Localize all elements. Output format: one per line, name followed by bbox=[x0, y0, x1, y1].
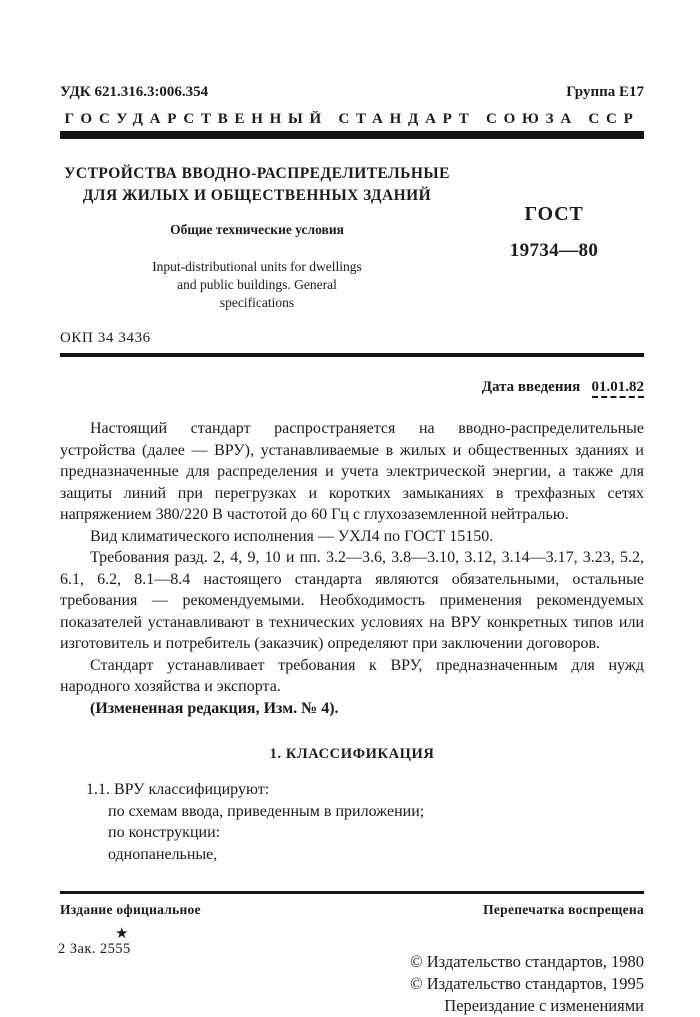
document-title bbox=[60, 163, 454, 207]
header-divider-bar bbox=[60, 131, 644, 139]
copyright-1980-line: © Издательство стандартов, 1980 bbox=[410, 952, 644, 971]
gost-designation bbox=[464, 163, 644, 312]
udk-code: УДК 621.316.3:006.354 bbox=[60, 84, 209, 100]
copyright-block bbox=[60, 951, 644, 1017]
standard-body-text bbox=[60, 418, 644, 719]
clause-1-1-item-schemes: по схемам ввода, приведенным в приложении; bbox=[108, 802, 425, 820]
paragraph-scope: Настоящий стандарт распространяется на вводно-распределительные устройства (далее — ВРУ), устанавливаемые в жилых и общественных зданиях и предназначенные для распределения и учета электрической энергии, а также для защиты линий при перегрузках и коротких замыканиях в трехфазных сетях напряжением 380/220 В частотой до 60 Гц с глухозаземленной нейтралью. bbox=[60, 420, 644, 523]
paragraph-amendment-note: (Измененная редакция, Изм. № 4). bbox=[90, 699, 339, 717]
document-title-english-line2: and public buildings. General bbox=[177, 277, 337, 292]
group-code: Группа Е17 bbox=[566, 84, 644, 100]
document-title-line2: ДЛЯ ЖИЛЫХ И ОБЩЕСТВЕННЫХ ЗДАНИЙ bbox=[82, 187, 432, 204]
title-left-column bbox=[60, 163, 464, 312]
paragraph-climate: Вид климатического исполнения — УХЛ4 по ГОСТ 15150. bbox=[90, 527, 494, 545]
okp-code: ОКП 34 3436 bbox=[60, 330, 151, 346]
udk-group-row bbox=[60, 84, 644, 101]
document-title-english-line3: specifications bbox=[219, 295, 295, 310]
paragraph-purpose: Стандарт устанавливает требования к ВРУ, предназначенным для нужд народного хозяйства и экспорта. bbox=[60, 656, 644, 695]
clause-1-1 bbox=[60, 779, 644, 865]
title-block bbox=[60, 163, 644, 312]
print-order-note: 2 Зак. 2555 bbox=[58, 941, 131, 957]
reprint-prohibited-label: Перепечатка воспрещена bbox=[483, 902, 644, 917]
footer-labels-row bbox=[60, 902, 644, 918]
state-standard-heading: ГОСУДАРСТВЕННЫЙ СТАНДАРТ СОЮЗА ССР bbox=[64, 111, 640, 127]
document-title-english bbox=[60, 258, 454, 312]
clause-1-1-intro: 1.1. ВРУ классифицируют: bbox=[86, 781, 270, 798]
clause-1-1-item-construction: по конструкции: bbox=[108, 824, 221, 841]
official-edition-label: Издание официальное bbox=[60, 902, 201, 917]
introduction-date-label: Дата введения bbox=[481, 379, 581, 395]
introduction-date-value: 01.01.82 bbox=[592, 379, 645, 398]
star-icon: ★ bbox=[115, 926, 129, 942]
document-title-english-line1: Input-distributional units for dwellings bbox=[152, 259, 362, 274]
paragraph-requirements: Требования разд. 2, 4, 9, 10 и пп. 3.2—3.6, 3.8—3.10, 3.12, 3.14—3.17, 3.23, 5.2, 6.1, 6.2, 8.1—8.4 настоящего стандарта являются обязательными, остальные требования — рекомендуемыми. Необходимость применения рекомендуемых показателей устанавливают в технических условиях на ВРУ конкретных типов или изготовитель и потребитель (заказчик) определяют при заключении договоров. bbox=[60, 549, 644, 652]
introduction-date-row bbox=[60, 379, 644, 396]
clause-1-1-item-single-panel: однопанельные, bbox=[108, 845, 218, 863]
gost-label: ГОСТ bbox=[524, 203, 584, 225]
footer-divider-rule bbox=[60, 891, 644, 894]
document-title-line1: УСТРОЙСТВА ВВОДНО-РАСПРЕДЕЛИТЕЛЬНЫЕ bbox=[64, 165, 450, 182]
section-divider-rule bbox=[60, 353, 644, 357]
document-subtitle: Общие технические условия bbox=[170, 222, 344, 237]
copyright-1995-line: © Издательство стандартов, 1995 bbox=[410, 974, 644, 993]
reissue-note: Переиздание с изменениями bbox=[444, 996, 644, 1015]
gost-number: 19734—80 bbox=[509, 240, 599, 261]
section-1-heading: 1. КЛАССИФИКАЦИЯ bbox=[269, 746, 435, 762]
